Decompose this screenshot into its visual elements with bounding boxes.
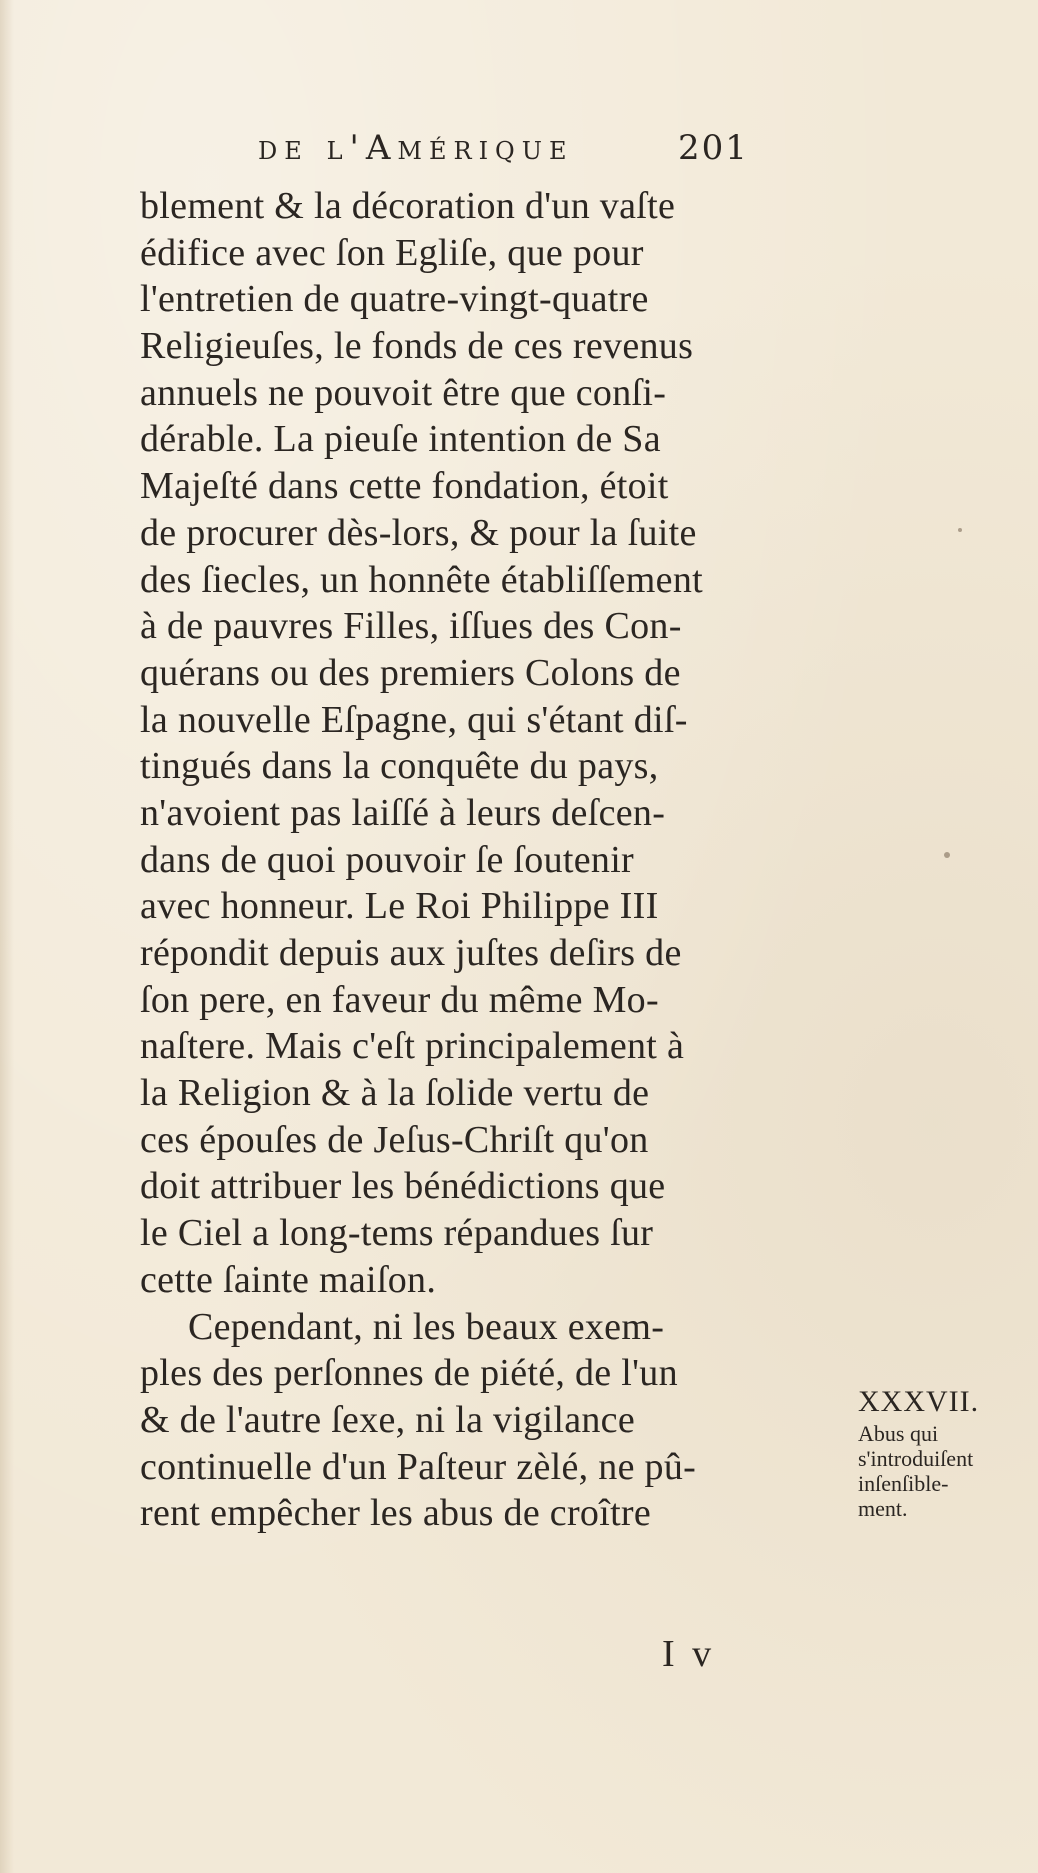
paragraph-start-line: Cependant, ni les beaux exem- bbox=[188, 1305, 665, 1348]
marginal-note-line: ment. bbox=[858, 1496, 908, 1521]
page-number: 201 bbox=[678, 128, 749, 168]
text-line: ples des perſonnes de piété, de l'un bbox=[140, 1352, 678, 1395]
text-line: continuelle d'un Paſteur zèlé, ne pû- bbox=[140, 1445, 697, 1488]
ink-speck bbox=[958, 528, 962, 532]
text-line: ces épouſes de Jeſus-Chriſt qu'on bbox=[140, 1118, 649, 1161]
text-line: la Religion & à la ſolide vertu de bbox=[140, 1072, 650, 1115]
running-title: de l'Amérique bbox=[258, 128, 574, 168]
text-line: de procurer dès-lors, & pour la ſuite bbox=[140, 511, 697, 554]
text-line: répondit depuis aux juſtes deſirs de bbox=[140, 932, 682, 974]
text-line: cette ſainte maiſon. bbox=[140, 1258, 437, 1301]
text-line: la nouvelle Eſpagne, qui s'étant diſ- bbox=[140, 698, 688, 741]
text-line: le Ciel a long-tems répandues ſur bbox=[140, 1212, 654, 1255]
text-line: édifice avec ſon Egliſe, que pour bbox=[140, 231, 644, 274]
marginal-note-line: inſenſible- bbox=[858, 1471, 949, 1496]
text-line: blement & la décoration d'un vaſte bbox=[140, 185, 676, 227]
section-numeral: XXXVII. bbox=[858, 1385, 980, 1418]
text-line: ſon pere, en faveur du même Mo- bbox=[140, 978, 659, 1021]
text-line: naſtere. Mais c'eſt principalement à bbox=[140, 1025, 685, 1068]
text-line: doit attribuer les bénédictions que bbox=[140, 1165, 666, 1208]
marginal-note-line: s'introduiſent bbox=[858, 1446, 974, 1471]
text-line: tingués dans la conquête du pays, bbox=[140, 745, 659, 788]
ink-speck bbox=[944, 852, 950, 858]
printer-signature: I v bbox=[662, 1633, 716, 1675]
text-line: rent empêcher les abus de croître bbox=[140, 1492, 652, 1535]
text-line: avec honneur. Le Roi Philippe III bbox=[140, 885, 659, 928]
text-line: quérans ou des premiers Colons de bbox=[140, 651, 681, 694]
body-text bbox=[140, 183, 840, 1537]
running-header bbox=[258, 128, 758, 178]
text-line: annuels ne pouvoit être que conſi- bbox=[140, 371, 667, 414]
text-line: à de pauvres Filles, iſſues des Con- bbox=[140, 605, 682, 648]
text-line: n'avoient pas laiſſé à leurs deſcen- bbox=[140, 791, 666, 834]
text-line: dérable. La pieuſe intention de Sa bbox=[140, 418, 661, 461]
page-edge-shadow bbox=[0, 0, 14, 1873]
text-line: Religieuſes, le fonds de ces revenus bbox=[140, 325, 694, 368]
text-line: & de l'autre ſexe, ni la vigilance bbox=[140, 1398, 636, 1441]
marginal-note bbox=[858, 1383, 1008, 1521]
text-line: l'entretien de quatre-vingt-quatre bbox=[140, 278, 649, 321]
text-line: dans de quoi pouvoir ſe ſoutenir bbox=[140, 838, 635, 881]
text-line: des ſiecles, un honnête établiſſement bbox=[140, 558, 703, 601]
text-line: Majeſté dans cette fondation, étoit bbox=[140, 465, 669, 508]
marginal-note-line: Abus qui bbox=[858, 1421, 939, 1446]
